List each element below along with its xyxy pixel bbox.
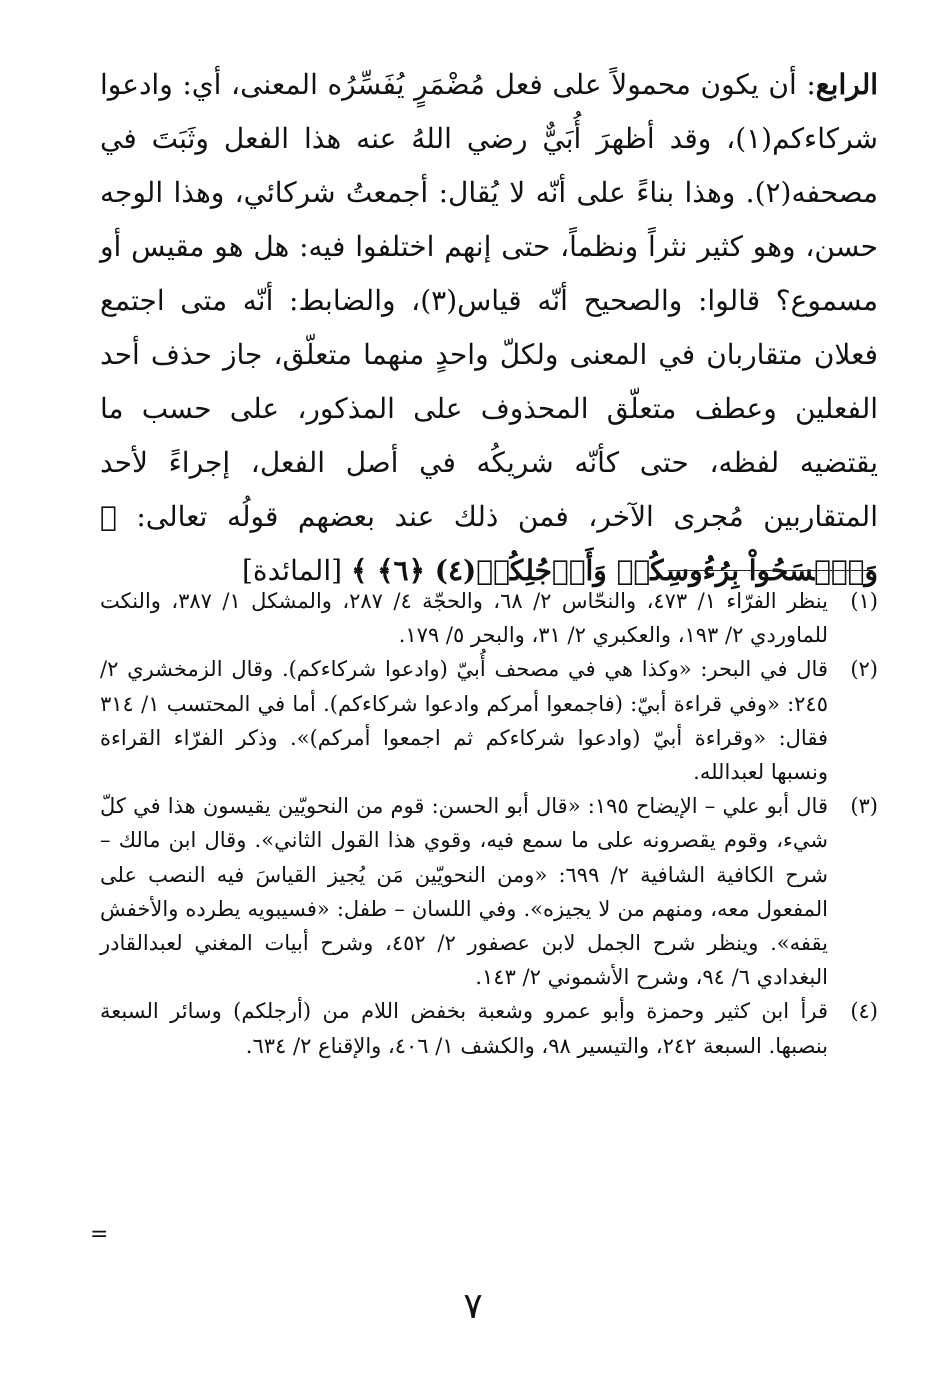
main-text: [100, 58, 878, 598]
footnote-text: قرأ ابن كثير وحمزة وأبو عمرو وشعبة بخفض اللام من (أرجلكم) وسائر السبعة بنصبها. السبعة ٢٤٢، والتيسير ٩٨، والكشف ١/ ٤٠٦، والإقناع ٢/ ٦٣٤.: [100, 999, 828, 1058]
footnote-number: (٤): [850, 999, 878, 1024]
footnotes: [100, 584, 878, 1063]
footnote-separator: [668, 570, 873, 571]
paragraph-body: : أن يكون محمولاً على فعل مُضْمَرٍ يُفَسِّرُه المعنى، أي: وادعوا شركاءكم(١)، وقد أظهرَ أُبَيٌّ رضي اللهُ عنه هذا الفعل وثَبَتَ في مصحفه(٢). وهذا بناءً على أنّه لا يُقال: أجمعتُ شركائي، وهذا الوجه حسن، وهو كثير نثراً ونظماً، حتى إنهم اختلفوا فيه: هل هو مقيس أو مسموع؟ قالوا: والصحيح أنّه قياس(٣)، والضابط: أنّه متى اجتمع فعلان متقاربان في المعنى ولكلّ واحدٍ منهما متعلّق، جاز حذف أحد الفعلين وعطف متعلّق المحذوف على المذكور، على حسب ما يقتضيه لفظه، حتى كأنّه شريكُه في أصل الفعل، إجراءً لأحد المتقاربين مُجرى الآخر، فمن ذلك عند بعضهم قولُه تعالى:: [100, 68, 878, 533]
main-paragraph: [100, 58, 878, 598]
surah-reference: [المائدة]: [242, 554, 343, 587]
footnote-text: قال أبو علي – الإيضاح ١٩٥: «قال أبو الحسن: قوم من النحويّين يقيسون هذا في كلّ شيء، وقوم يقصرونه على ما سمع فيه، وقوي هذا القول الثاني». وقال ابن مالك – شرح الكافية الشافية ٢/ ٦٩٩: «ومن النحويّين مَن يُجيز القياسَ فيه النصب على المفعول معه، ومنهم من لا يجيزه». وفي اللسان – طفل: «فسيبويه يطرده والأخفش يقفه». وينظر شرح الجمل لابن عصفور ٢/ ٤٥٢، وشرح أبيات المغني لعبدالقادر البغدادي ٦/ ٩٤، وشرح الأشموني ٢/ ١٤٣.: [100, 794, 828, 990]
paragraph-lead: الرابع: [815, 68, 878, 101]
footnote: [100, 789, 878, 994]
footnote-number: (١): [850, 589, 878, 613]
page-number: ٧: [463, 1286, 483, 1327]
footnote-number: (٣): [850, 794, 878, 819]
footnote-text: ينظر الفرّاء ١/ ٤٧٣، والنحّاس ٢/ ٦٨، والحجّة ٤/ ٢٨٧، والمشكل ١/ ٣٨٧، والنكت للماوردي ٢/ ١٩٣، والعكبري ٢/ ٣١، والبحر ٥/ ١٧٩.: [100, 589, 828, 648]
footnote-text: قال في البحر: «وكذا هي في مصحف أُبيّ (وادعوا شركاءكم). وقال الزمخشري ٢/ ٢٤٥: «وفي قراءة أبيّ: (فاجمعوا أمركم وادعوا شركاءكم). أما في المحتسب ١/ ٣١٤ فقال: «وقراءة أبيّ (وادعوا شركاءكم ثم اجمعوا أمركم)». وذكر الفرّاء القراءة ونسبها لعبدالله.: [100, 657, 828, 785]
quran-verse: ﴿ وَٱمۡسَحُواْ بِرُءُوسِكُمۡ وَأَرۡجُلِكُمۡ: [100, 500, 878, 587]
footnote: [100, 994, 878, 1062]
continuation-mark: =: [90, 1222, 109, 1247]
quran-verse-end: (٤) ﴿٦﴾ ﴾: [350, 554, 477, 587]
footnote: [100, 652, 878, 789]
footnote-number: (٢): [850, 657, 878, 682]
footnote: [100, 584, 878, 652]
